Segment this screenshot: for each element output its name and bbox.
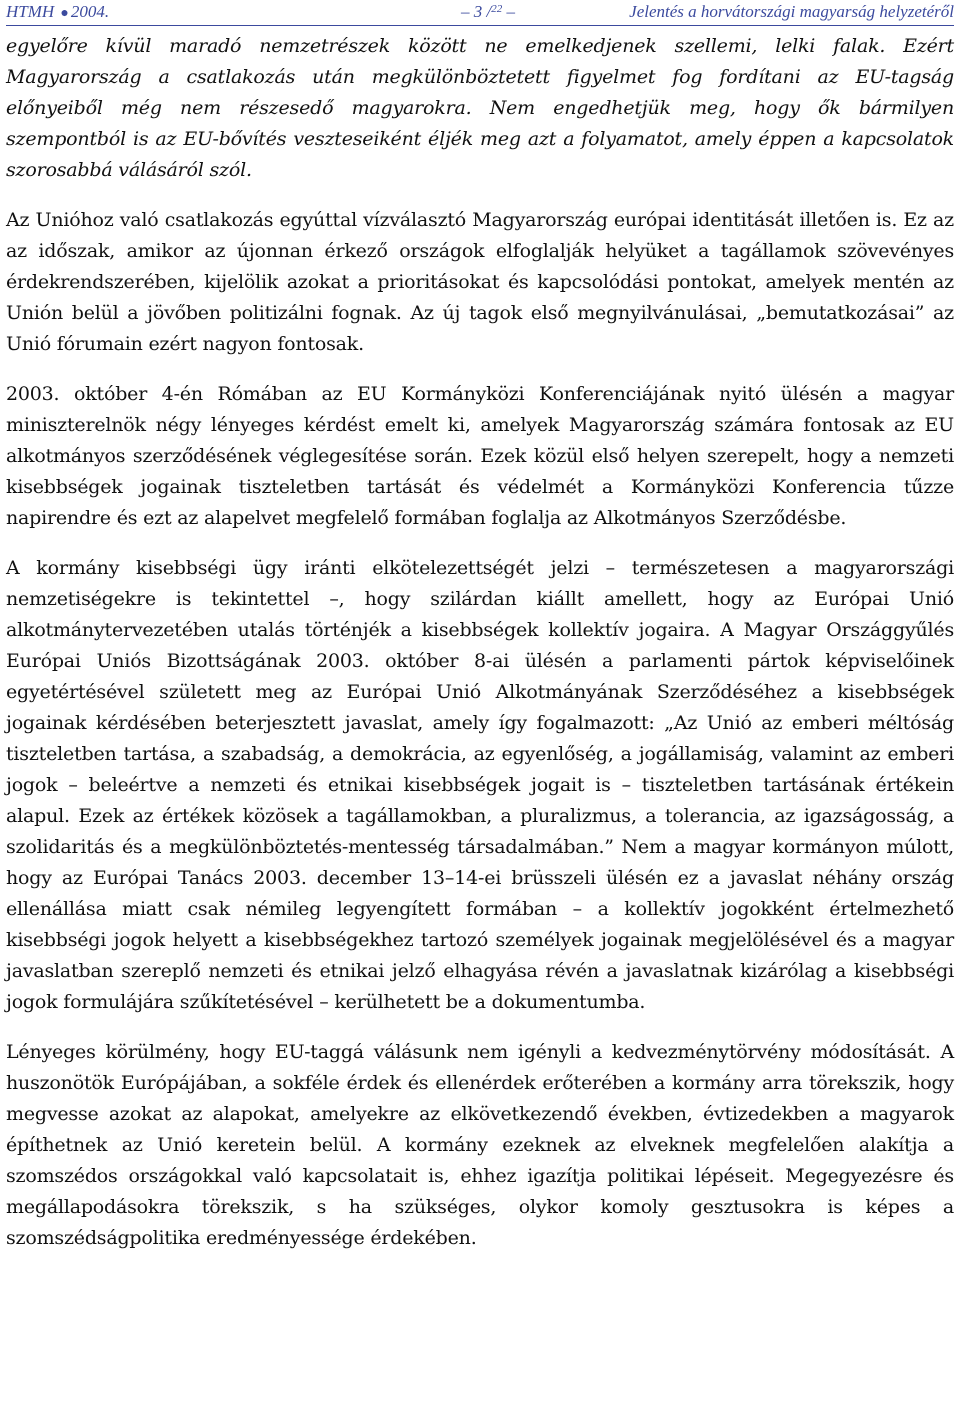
paragraph-2: Az Unióhoz való csatlakozás egyúttal vízválasztó Magyarország európai identitását illetően is. Ez az az időszak, amikor az újonnan érkező országok elfoglalják helyüket a tagállamok szövevényes érdekrendszerében, kijelölik azokat a prioritásokat és kapcsolódási pontokat, amelyek mentén az Unión belül a jövőben politizálni fognak. Az új tagok első megnyilvánulásai, „bemutatkozásai” az Unió fórumain ezért nagyon fontosak. (6, 209, 954, 355)
page-header (6, 0, 954, 26)
paragraph-4: A kormány kisebbségi ügy iránti elkötelezettségét jelzi – természetesen a magyarországi nemzetiségekre is tekintettel –, hogy szilárdan kiállt amellett, hogy az Európai Unió alkotmánytervezetében utalás történjék a kisebbségek kollektív jogaira. A Magyar Országgyűlés Európai Uniós Bizottságának 2003. október 8-ai ülésén a parlamenti pártok képviselőinek egyetértésével született meg az Európai Unió Alkotmányának Szerződéséhez a kisebbségek jogainak kérdésében beterjesztett javaslat, amely így fogalmazott: „Az Unió az emberi méltóság tiszteletben tartása, a szabadság, a demokrácia, az egyenlőség, a jogállamiság, valamint az emberi jogok – beleértve a nemzeti és etnikai kisebbségek jogait is – tiszteletben tartásának értékein alapul. Ezek az értékek közösek a tagállamokban, a pluralizmus, a tolerancia, az igazságosság, a szolidaritás és a megkülönböztetés-mentesség társadalmában.” Nem a magyar kormányon múlott, hogy az Európai Tanács 2003. december 13–14-ei brüsszeli ülésén ez a javaslat néhány ország ellenállása miatt csak némileg legyengített formában – a kollektív jogokként értelmezhető kisebbségi jogok helyett a kisebbségekhez tartozó személyek jogainak megjelölésével és a magyar javaslatban szereplő nemzeti és etnikai jelző elhagyása révén a javaslatnak kizárólag a kisebbségi jogok formulájára szűkítetésével – kerülhetett be a dokumentumba. (6, 557, 954, 1013)
header-page-number: 3 (473, 2, 483, 21)
paragraph-1: egyelőre kívül maradó nemzetrészek között ne emelkedjenek szellemi, lelki falak. Ezért Magyarország a csatlakozás után megkülönböztetett figyelmet fog fordítani az EU-tagság előnyeiből még nem részesedő magyarokra. Nem engedhetjük meg, hogy ők bármilyen szempontból is az EU-bővítés veszteseiként éljék meg azt a folyamatot, amely éppen a kapcsolatok szorosabbá válásáról szól. (6, 35, 954, 181)
paragraph-5: Lényeges körülmény, hogy EU-taggá válásunk nem igényli a kedvezménytörvény módosítását. A huszonötök Európájában, a sokféle érdek és ellenérdek erőterében a kormány arra törekszik, hogy megvesse azokat az alapokat, amelyekre az elkövetkezendő években, évtizedekben a magyarok építhetnek az Unió keretein belül. A kormány ezeknek az elveknek megfelelően alakítja a szomszédos országokkal való kapcsolatait is, ehhez igazítja politikai lépéseit. Megegyezésre és megállapodásokra törekszik, s ha szükséges, olykor komoly gesztusokra is képes a szomszédságpolitika eredményessége érdekében. (6, 1041, 954, 1249)
header-year: 2004. (70, 2, 110, 21)
header-title: Jelentés a horvátországi magyarság helyzetéről (629, 2, 954, 21)
bullet-icon: ● (60, 6, 69, 21)
paragraph-3: 2003. október 4-én Rómában az EU Kormányközi Konferenciájának nyitó ülésén a magyar miniszterelnök négy lényeges kérdést emelt ki, amelyek Magyarország számára fontosak az EU alkotmányos szerződésének véglegesítése során. Ezek közül első helyen szerepelt, hogy a nemzeti kisebbségek jogainak tiszteletben tartását és védelmét a Kormányközi Konferencia tűzze napirendre és ezt az alapelvet megfelelő formában foglalja az Alkotmányos Szerződésbe. (6, 383, 954, 529)
header-org: HTMH (6, 2, 55, 21)
header-page-total: 22 (491, 3, 503, 15)
header-rule (6, 25, 954, 26)
header-left (6, 2, 109, 22)
header-page-indicator: – 3 /$^{22}$ – (461, 2, 515, 21)
document-body (6, 31, 954, 1273)
